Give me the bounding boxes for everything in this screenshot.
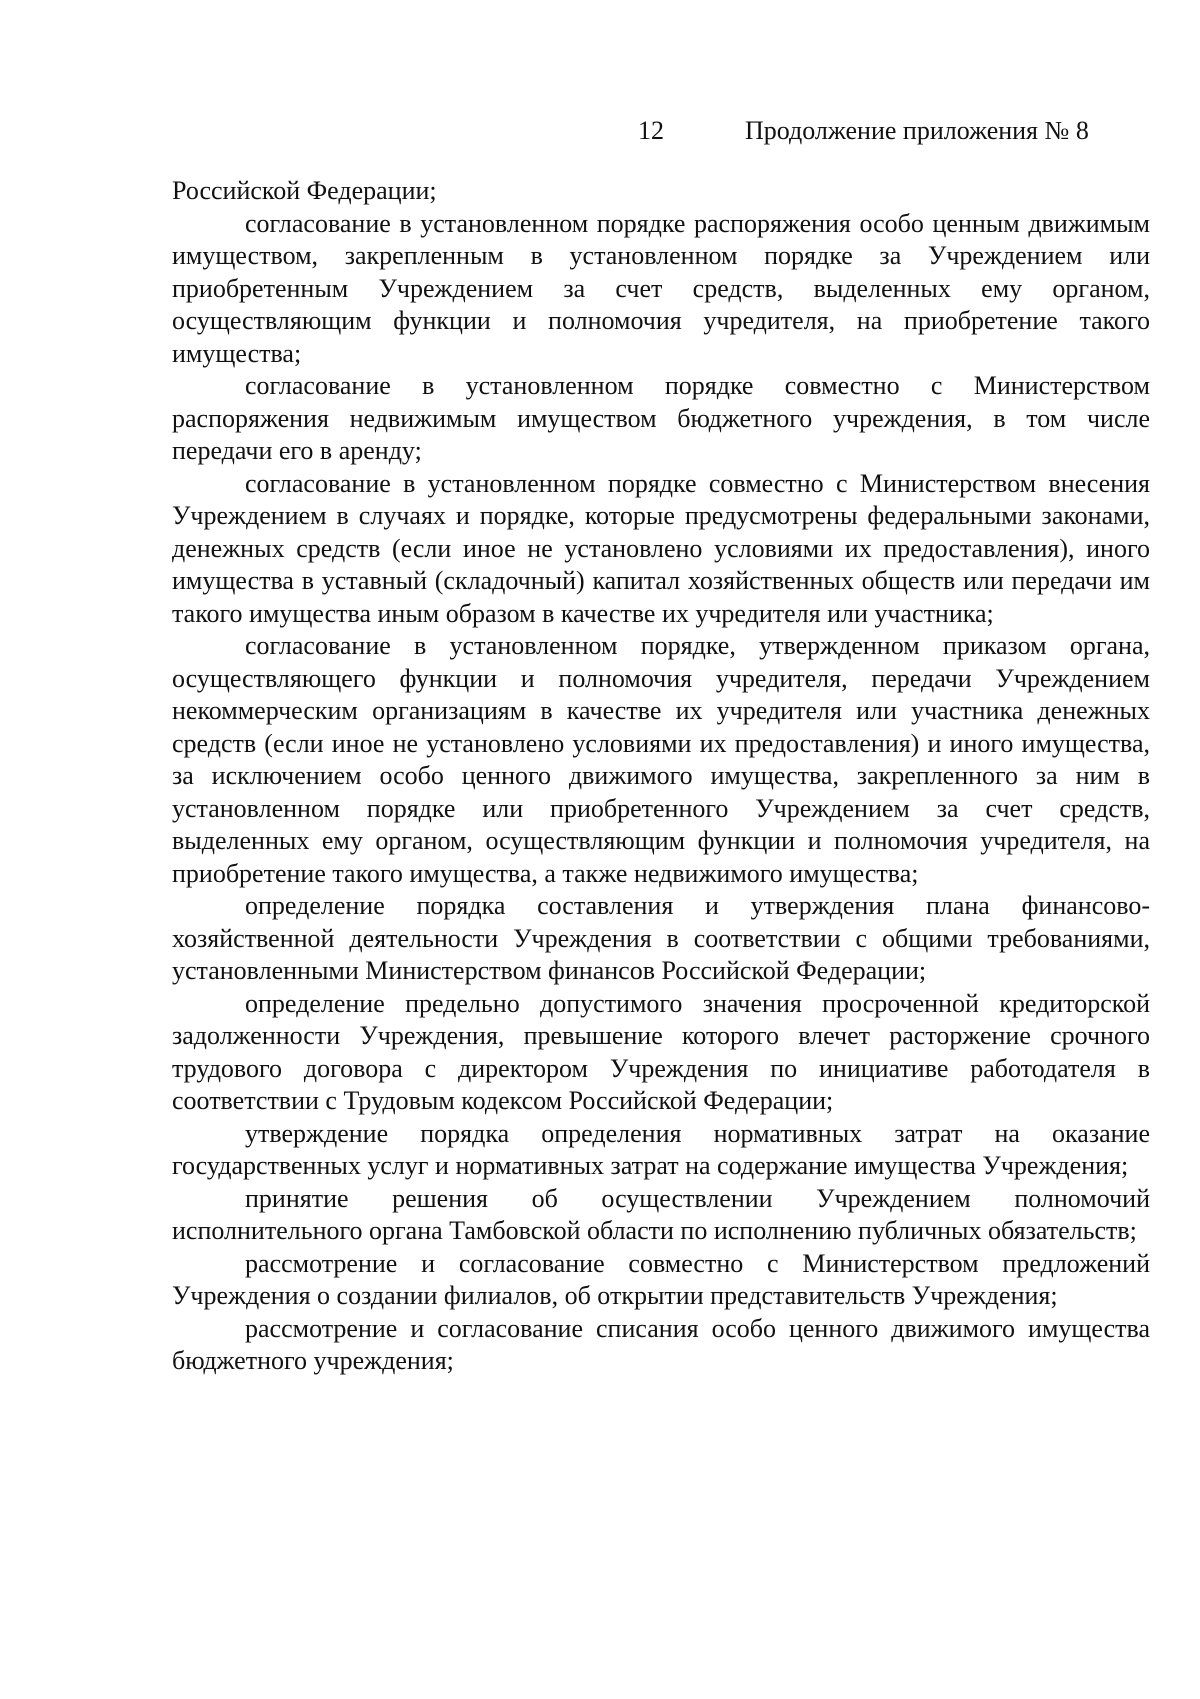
paragraph-branches: рассмотрение и согласование совместно с Министерством предложений Учреждения о создании филиалов, об открытии представительств Учреждения; bbox=[172, 1248, 1150, 1310]
paragraph-public-obligations: принятие решения об осуществлении Учреждением полномочий исполнительного органа Тамбовской области по исполнению публичных обязательств; bbox=[172, 1183, 1150, 1245]
paragraph-transfer-to-nonprofits: согласование в установленном порядке, утвержденном приказом органа, осуществляющего функции и полномочия учредителя, передачи Учреждением некоммерческим организациям в качестве их учредителя или участника денежных средств (если иное не установлено условиями их предоставления) и иного имущества, за исключением особо ценного движимого имущества, закрепленного за ним в установленном порядке или приобретенного Учреждением за счет средств, выделенных ему органом, осуществляющим функции и полномочия учредителя, на приобретение такого имущества, а также недвижимого имущества; bbox=[172, 631, 1150, 888]
paragraph-real-estate-disposal: согласование в установленном порядке совместно с Министерством распоряжения недвижимым имуществом бюджетного учреждения, в том числе передачи его в аренду; bbox=[172, 371, 1150, 465]
document-body bbox=[172, 175, 1150, 1378]
page-number: 12 bbox=[638, 116, 664, 145]
paragraph-normative-costs: утверждение порядка определения нормативных затрат на оказание государственных услуг и нормативных затрат на содержание имущества Учреждения; bbox=[172, 1118, 1150, 1180]
paragraph-capital-contribution: согласование в установленном порядке совместно с Министерством внесения Учреждением в случаях и порядке, которые предусмотрены федеральными законами, денежных средств (если иное не установлено условиями их предоставления), иного имущества в уставный (складочный) капитал хозяйственных обществ или передачи им такого имущества иным образом в качестве их учредителя или участника; bbox=[172, 468, 1150, 628]
paragraph-overdue-debt-limit: определение предельно допустимого значения просроченной кредиторской задолженности Учреждения, превышение которого влечет расторжение срочного трудового договора с директором Учреждения по инициативе работодателя в соответствии с Трудовым кодексом Российской Федерации; bbox=[172, 988, 1150, 1115]
paragraph-financial-plan: определение порядка составления и утверждения плана финансово-хозяйственной деятельности Учреждения в соответствии с общими требованиями, установленными Министерством финансов Российской Федерации; bbox=[172, 891, 1150, 985]
paragraph-movable-property-approval: согласование в установленном порядке распоряжения особо ценным движимым имуществом, закрепленным в установленном порядке за Учреждением или приобретенным Учреждением за счет средств, выделенных ему органом, осуществляющим функции и полномочия учредителя, на приобретение такого имущества; bbox=[172, 208, 1150, 368]
page-header bbox=[0, 116, 1200, 156]
paragraph-continuation: Российской Федерации; bbox=[172, 176, 437, 205]
appendix-continuation-title: Продолжение приложения № 8 bbox=[745, 116, 1089, 145]
paragraph-write-off: рассмотрение и согласование списания особо ценного движимого имущества бюджетного учреждения; bbox=[172, 1313, 1150, 1375]
